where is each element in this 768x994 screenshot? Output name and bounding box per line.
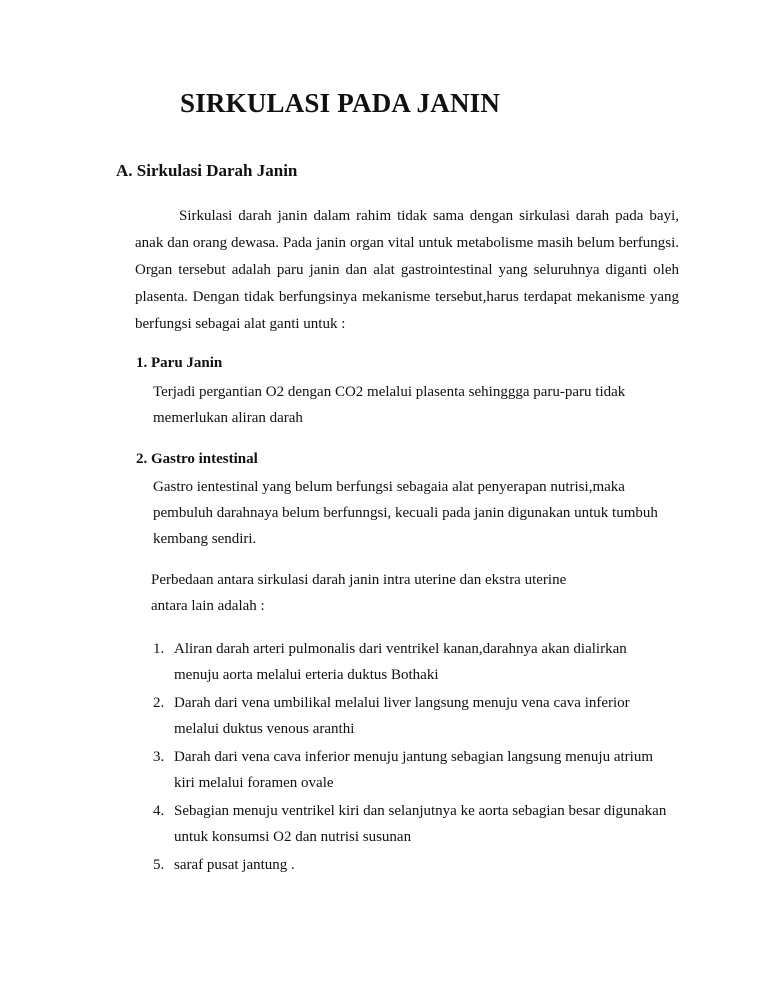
list-item	[153, 798, 683, 850]
list-number: 1.	[153, 641, 165, 657]
list-number: 3.	[153, 749, 165, 765]
text-line: pembuluh darahnaya belum berfunngsi, kecuali pada janin digunakan untuk tumbuh	[153, 505, 658, 521]
subheading-paru-janin: 1. Paru Janin	[136, 355, 223, 371]
gastro-intestinal-text	[153, 474, 673, 552]
text-line: Darah dari vena umbilikal melalui liver langsung menuju vena cava inferior	[174, 695, 630, 711]
paru-janin-text	[153, 379, 673, 431]
list-number: 4.	[153, 803, 165, 819]
text-line: kembang sendiri.	[153, 531, 257, 547]
section-heading: A. Sirkulasi Darah Janin	[116, 161, 298, 180]
paragraph-text: Sirkulasi darah janin dalam rahim tidak sama dengan sirkulasi darah pada bayi, anak dan orang dewasa. Pada janin organ vital untuk metabolisme masih belum berfungsi. Organ tersebut adalah paru janin dan alat gastrointestinal yang seluruhnya diganti oleh plasenta. Dengan tidak berfungsinya mekanisme tersebut,harus terdapat mekanisme yang berfungsi sebagai alat ganti untuk :	[135, 208, 679, 332]
text-line: antara lain adalah :	[151, 598, 265, 614]
intro-paragraph	[135, 203, 679, 338]
text-line: kiri melalui foramen ovale	[174, 775, 334, 791]
subheading-gastro-intestinal: 2. Gastro intestinal	[136, 451, 258, 467]
list-item	[153, 636, 683, 688]
text-line: Terjadi pergantian O2 dengan CO2 melalui plasenta sehinggga paru-paru tidak	[153, 384, 626, 400]
page-title: SIRKULASI PADA JANIN	[180, 88, 501, 118]
difference-list	[153, 636, 683, 880]
text-line: menuju aorta melalui erteria duktus Bothaki	[174, 667, 439, 683]
list-item	[153, 690, 683, 742]
text-line: memerlukan aliran darah	[153, 410, 303, 426]
list-number: 5.	[153, 857, 165, 873]
text-line: Perbedaan antara sirkulasi darah janin intra uterine dan ekstra uterine	[151, 572, 567, 588]
list-number: 2.	[153, 695, 165, 711]
comparison-intro	[151, 567, 671, 619]
text-line: melalui duktus venous aranthi	[174, 721, 355, 737]
text-line: Aliran darah arteri pulmonalis dari ventrikel kanan,darahnya akan dialirkan	[174, 641, 627, 657]
list-item	[153, 744, 683, 796]
text-line: saraf pusat jantung .	[174, 857, 295, 873]
text-line: untuk konsumsi O2 dan nutrisi susunan	[174, 829, 412, 845]
text-line: Gastro ientestinal yang belum berfungsi sebagaia alat penyerapan nutrisi,maka	[153, 479, 625, 495]
text-line: Sebagian menuju ventrikel kiri dan selanjutnya ke aorta sebagian besar digunakan	[174, 803, 667, 819]
list-item	[153, 852, 683, 878]
text-line: Darah dari vena cava inferior menuju jantung sebagian langsung menuju atrium	[174, 749, 654, 765]
